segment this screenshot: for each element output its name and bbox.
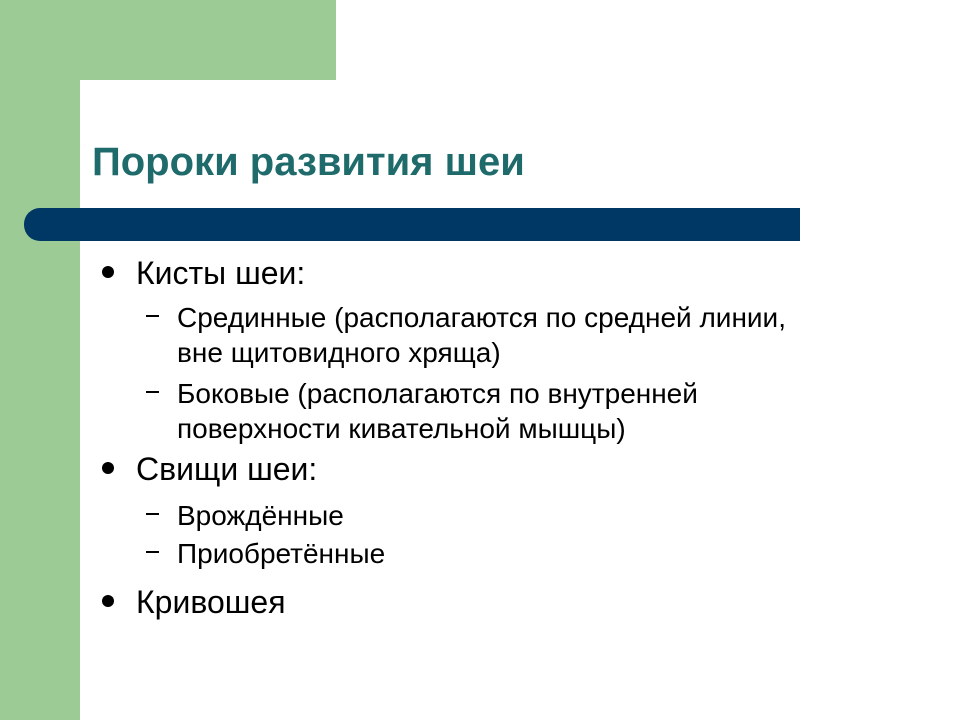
dash-icon (146, 551, 159, 553)
subitem-lateral-line1: Боковые (располагаются по внутренней (177, 378, 698, 409)
bullet-dot-icon (102, 595, 114, 607)
subitem-acquired: Приобретённые (177, 538, 386, 569)
dash-icon (146, 513, 159, 515)
subitem-median-line2: вне щитовидного хряща) (177, 337, 501, 368)
list-item-cysts: Кисты шеи: (136, 255, 306, 291)
subitem-congenital: Врождённые (177, 500, 344, 531)
slide-title: Пороки развития шеи (92, 140, 525, 184)
bullet-dot-icon (102, 266, 114, 278)
dash-icon (146, 391, 159, 393)
subitem-median-line1: Срединные (располагаются по средней линии, (177, 302, 786, 333)
list-item-torticollis: Кривошея (136, 584, 286, 620)
subitem-lateral-line2: поверхности кивательной мышцы) (177, 413, 626, 444)
list-item-fistulas: Свищи шеи: (136, 451, 318, 487)
bullet-dot-icon (102, 462, 114, 474)
dash-icon (146, 315, 159, 317)
